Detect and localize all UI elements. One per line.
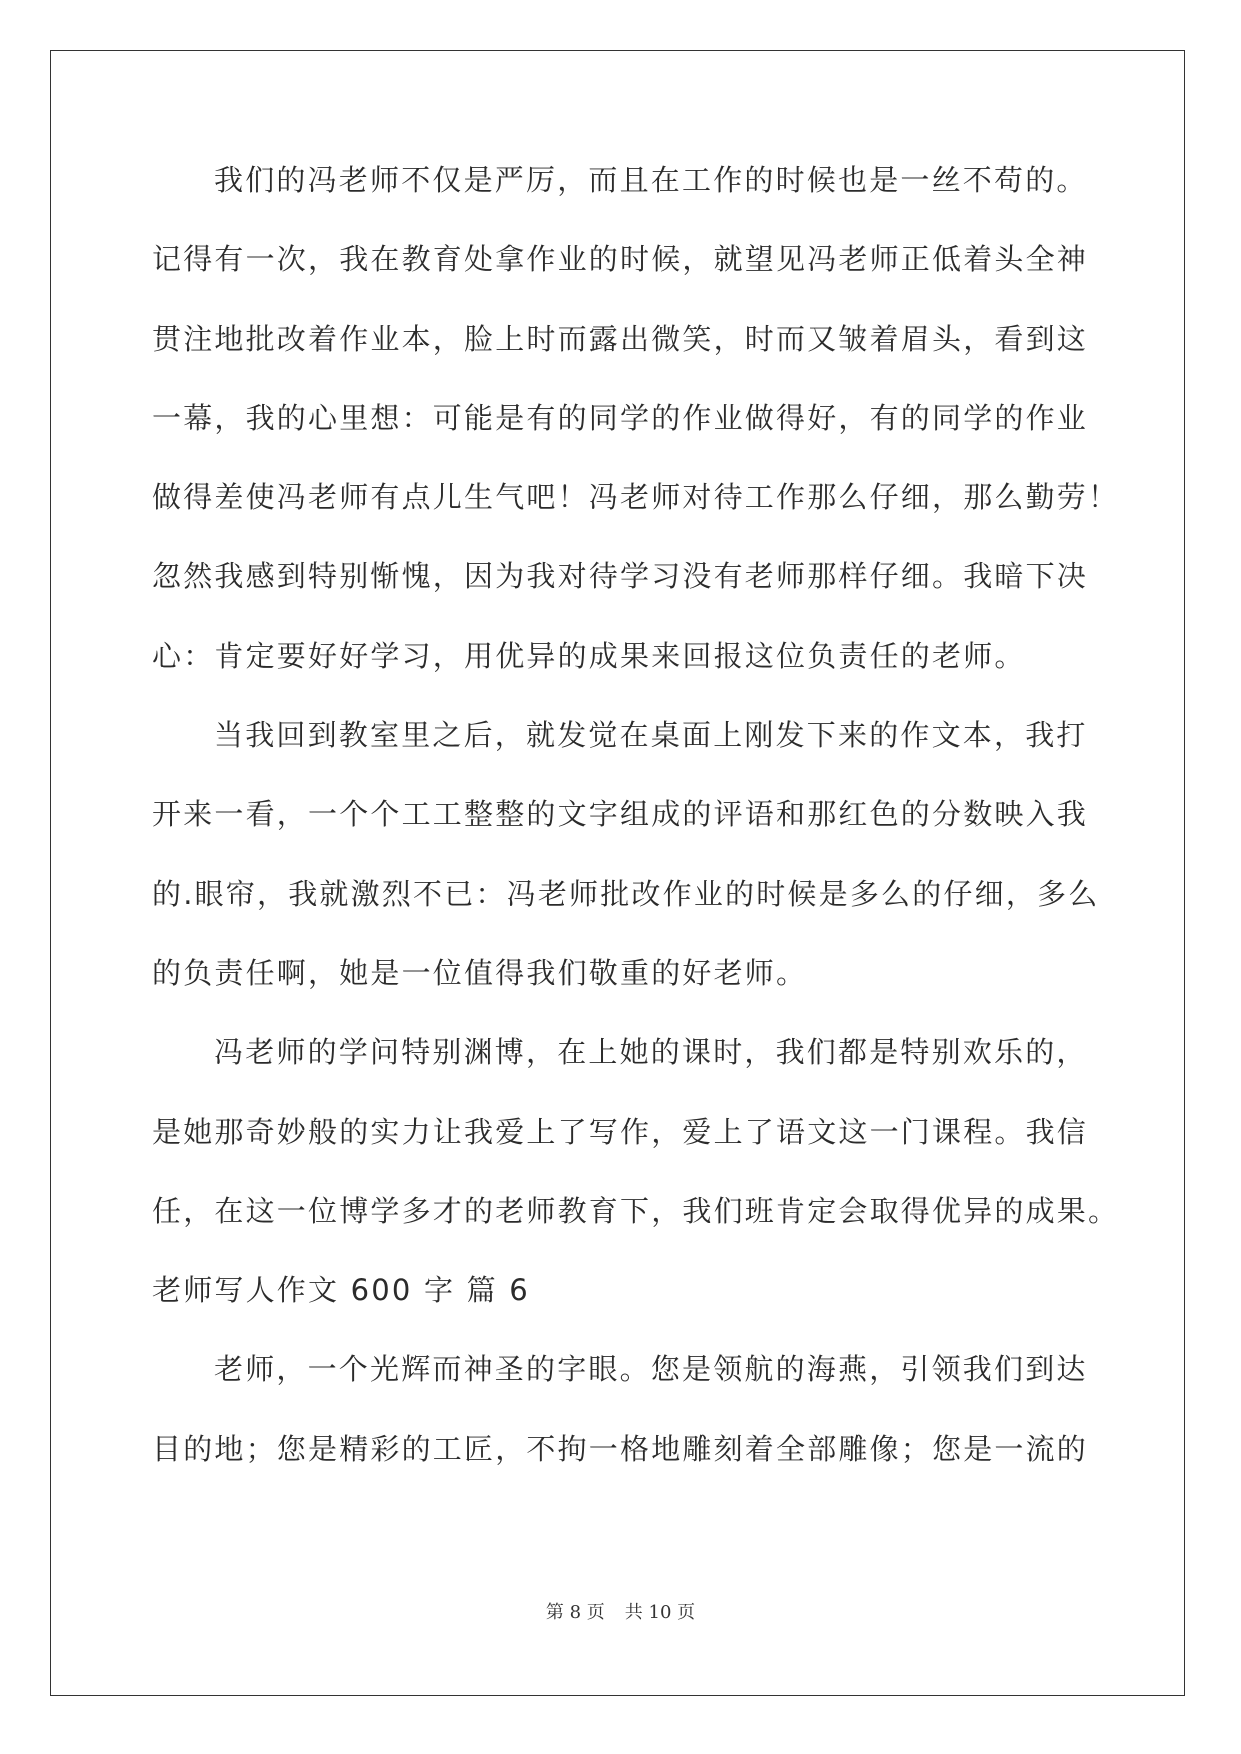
paragraph-line: 老师，一个光辉而神圣的字眼。您是领航的海燕，引领我们到达 [214,1352,1088,1387]
paragraph-line: 记得有一次，我在教育处拿作业的时候，就望见冯老师正低着头全神 [152,242,1089,277]
document-body [152,160,1120,1508]
page-total: 共 10 页 [624,1602,696,1623]
paragraph-line: 当我回到教室里之后，就发觉在桌面上刚发下来的作文本，我打 [214,718,1088,753]
paragraph-line: 贯注地批改着作业本，脸上时而露出微笑，时而又皱着眉头，看到这 [152,321,1089,356]
paragraph-line: 忽然我感到特别惭愧，因为我对待学习没有老师那样仔细。我暗下决 [152,559,1089,594]
paragraph-line: 目的地；您是精彩的工匠，不拘一格地雕刻着全部雕像；您是一流的 [152,1431,1089,1466]
paragraph-line: 任，在这一位博学多才的老师教育下，我们班肯定会取得优异的成果。 [152,1193,1120,1228]
paragraph-line: 一幕，我的心里想：可能是有的同学的作业做得好，有的同学的作业 [152,400,1089,435]
page-number: 第 8 页 [545,1602,605,1623]
paragraph-line: 心：肯定要好好学习，用优异的成果来回报这位负责任的老师。 [152,638,1026,673]
paragraph-line: 的负责任啊，她是一位值得我们敬重的好老师。 [152,955,808,990]
paragraph-line: 做得差使冯老师有点儿生气吧！冯老师对待工作那么仔细，那么勤劳！ [152,480,1120,515]
page-footer [0,1598,1241,1624]
section-heading: 老师写人作文 600 字 篇 6 [152,1273,530,1308]
paragraph-line: 冯老师的学问特别渊博，在上她的课时，我们都是特别欢乐的， [214,1035,1088,1070]
paragraph-line: 是她那奇妙般的实力让我爱上了写作，爱上了语文这一门课程。我信 [152,1114,1089,1149]
paragraph-line: 我们的冯老师不仅是严厉，而且在工作的时候也是一丝不苟的。 [214,163,1088,197]
paragraph-line: 开来一看，一个个工工整整的文字组成的评语和那红色的分数映入我 [152,797,1089,832]
paragraph-line: 的.眼帘，我就激烈不已：冯老师批改作业的时候是多么的仔细，多么 [152,876,1100,911]
